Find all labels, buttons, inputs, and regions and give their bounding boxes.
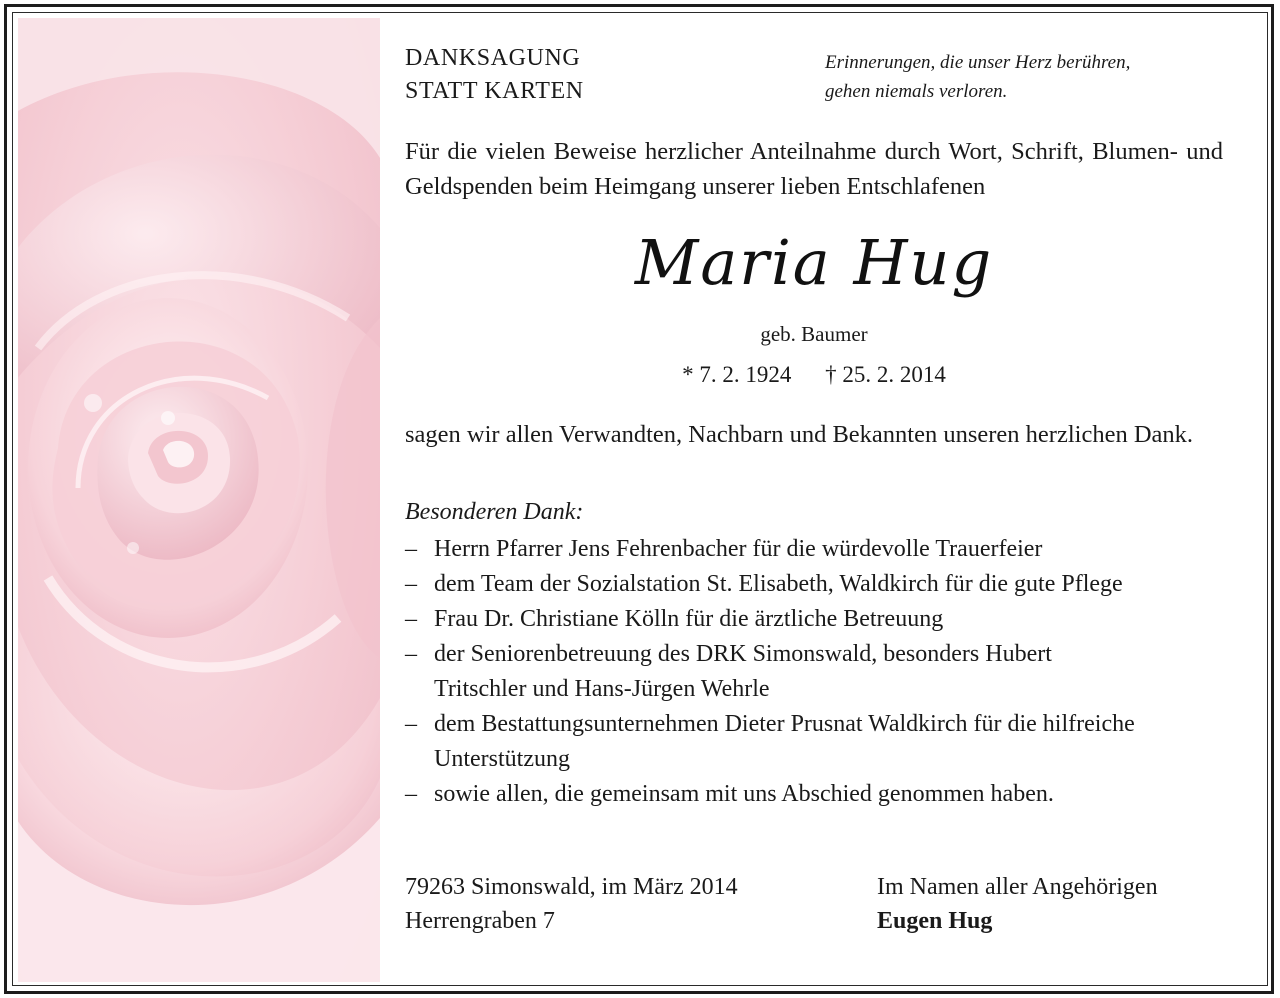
quote-line-1: Erinnerungen, die unser Herz berühren, (825, 52, 1131, 73)
rose-image (18, 18, 380, 982)
rose-illustration (18, 18, 380, 982)
list-item: – Frau Dr. Christiane Kölln für die ärztliche Betreuung (405, 602, 1223, 637)
intro-text: Für die vielen Beweise herzlicher Anteilnahme durch Wort, Schrift, Blumen- und Geldspenden beim Heimgang unserer lieben Entschlafenen (405, 138, 1223, 200)
notice-content (405, 0, 1225, 998)
birth-date: * 7. 2. 1924 (682, 362, 792, 387)
list-item: – sowie allen, die gemeinsam mit uns Abschied genommen haben. (405, 777, 1223, 812)
list-item: – Herrn Pfarrer Jens Fehrenbacher für die würdevolle Trauerfeier (405, 532, 1223, 567)
sender-address (405, 870, 738, 938)
list-item: – der Seniorenbetreuung des DRK Simonswald, besonders Hubert Tritschler und Hans-Jürgen Wehrle (405, 637, 1223, 707)
death-date: † 25. 2. 2014 (825, 362, 946, 387)
special-thanks-heading: Besonderen Dank: (405, 499, 584, 525)
title-line-1: DANKSAGUNG (405, 45, 581, 71)
list-item: – dem Team der Sozialstation St. Elisabeth, Waldkirch für die gute Pflege (405, 567, 1223, 602)
notice-title (405, 42, 584, 108)
deceased-name: Maria Hug (634, 226, 994, 299)
thanks-text: sagen wir allen Verwandten, Nachbarn und Bekannten unseren herzlichen Dank. (405, 421, 1194, 448)
signer-name: Eugen Hug (877, 908, 993, 934)
title-line-2: STATT KARTEN (405, 78, 584, 104)
quote (825, 48, 1130, 106)
list-item: – dem Bestattungsunternehmen Dieter Prusnat Waldkirch für die hilfreiche Unterstützung (405, 707, 1223, 777)
life-dates (405, 362, 1223, 388)
birth-name: geb. Baumer (760, 322, 868, 346)
on-behalf-text: Im Namen aller Angehörigen (877, 874, 1158, 900)
special-thanks-list (405, 532, 1223, 812)
signature-block (877, 870, 1158, 938)
quote-line-2: gehen niemals verloren. (825, 81, 1008, 102)
place-date: 79263 Simonswald, im März 2014 (405, 874, 738, 900)
street-address: Herrengraben 7 (405, 908, 555, 934)
